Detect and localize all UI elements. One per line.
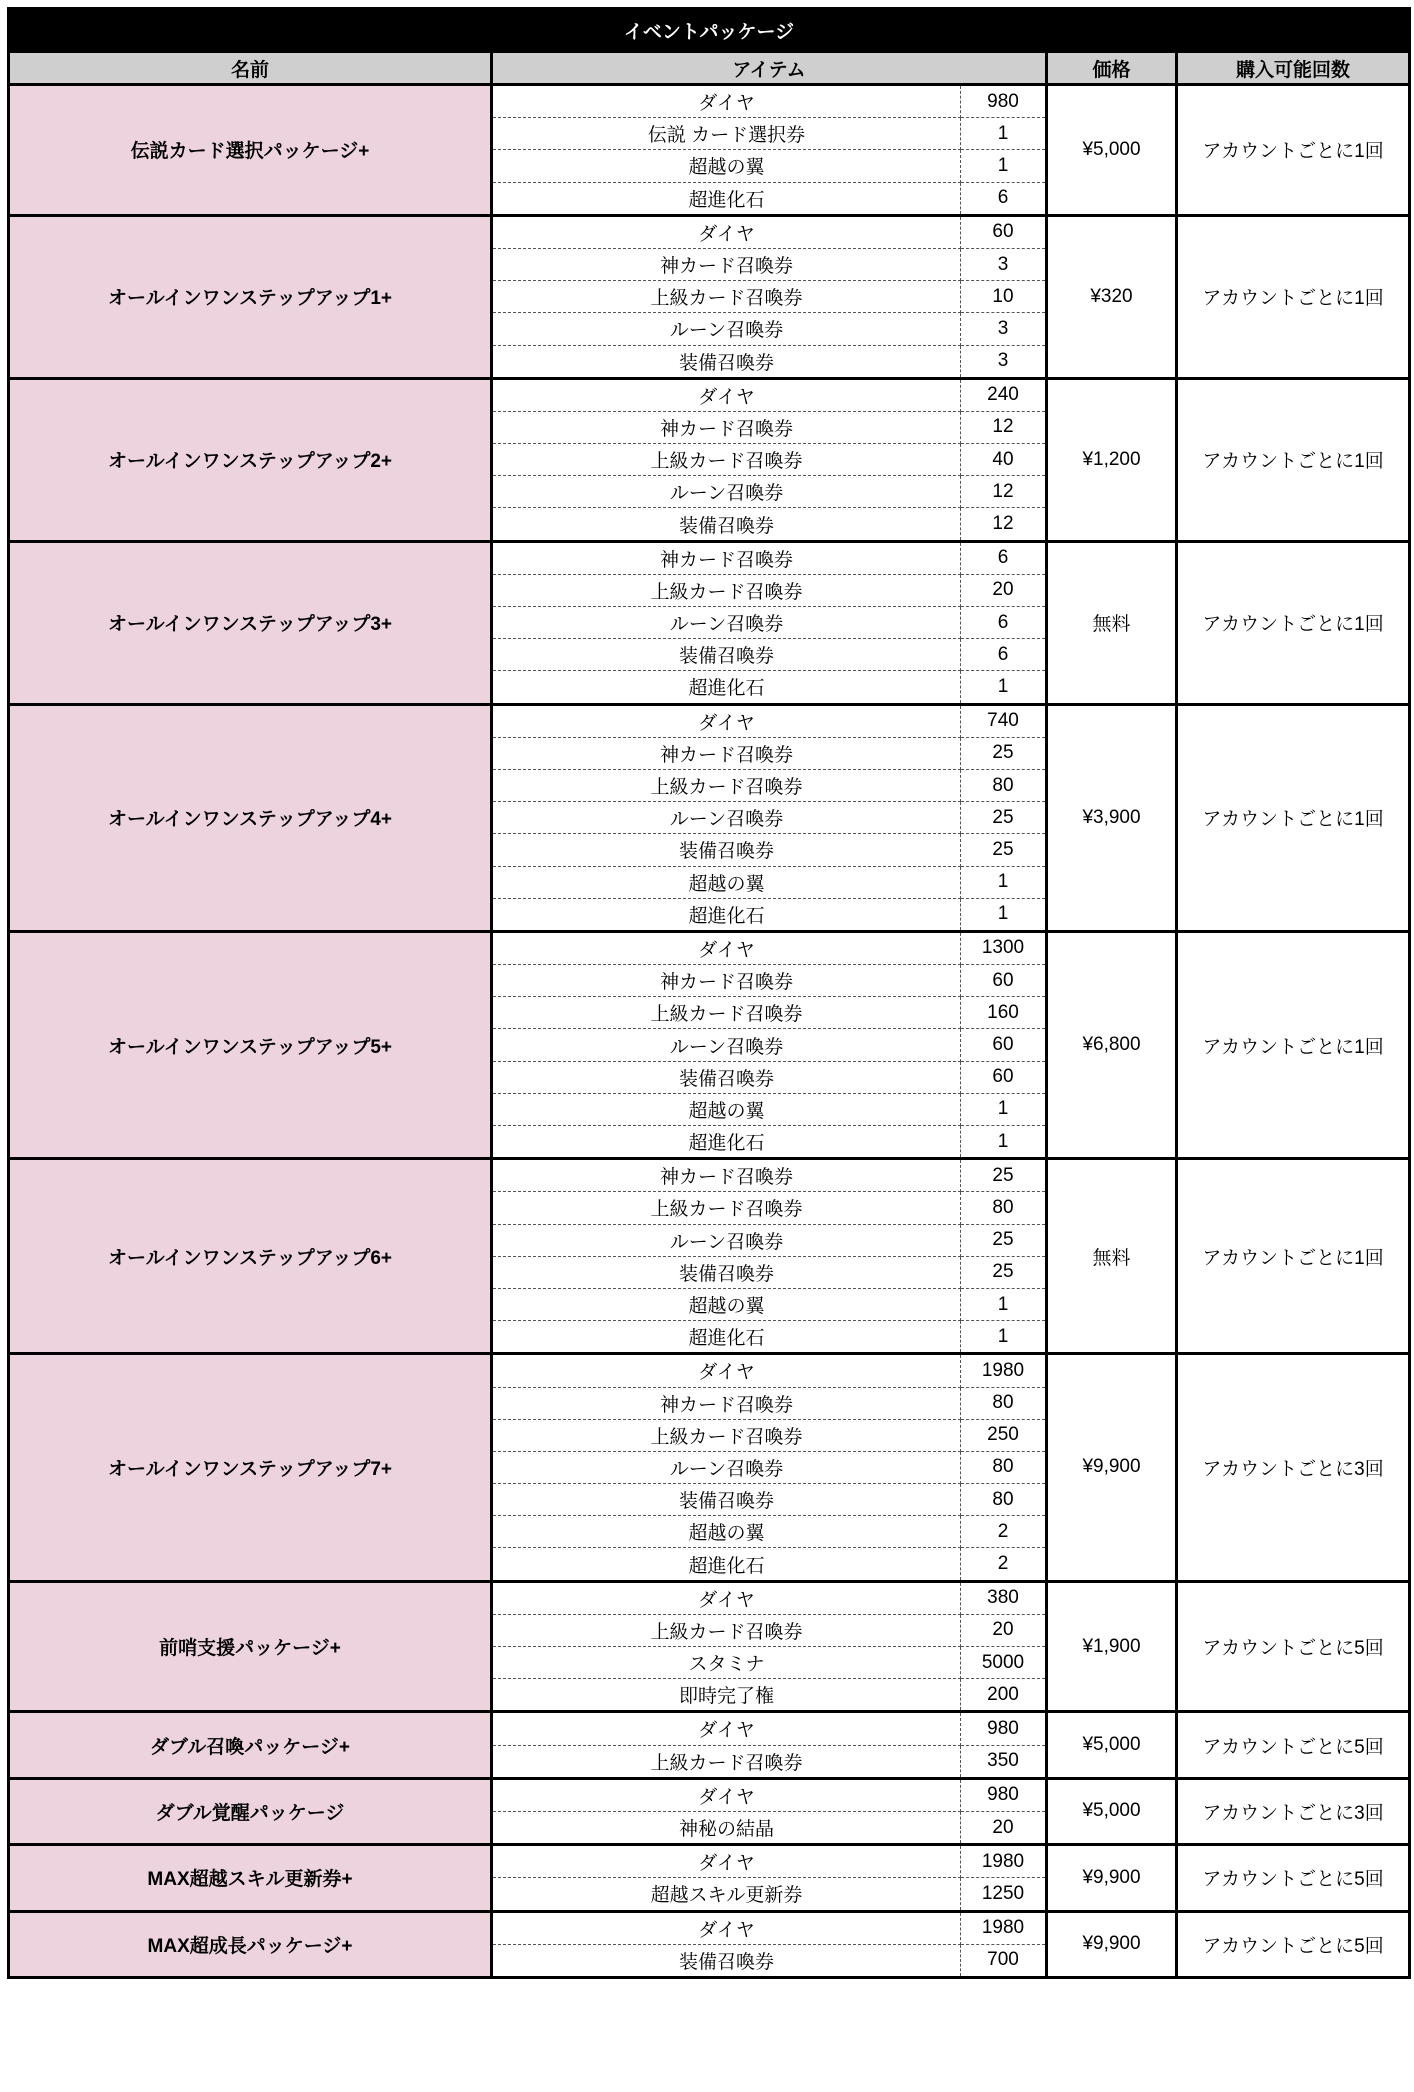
item-label: ダイヤ	[492, 1778, 961, 1811]
item-label: 超進化石	[492, 1321, 961, 1354]
item-label: 上級カード召喚券	[492, 281, 961, 313]
item-label: 神カード召喚券	[492, 965, 961, 997]
item-quantity: 980	[961, 85, 1047, 118]
item-quantity: 2	[961, 1516, 1047, 1548]
item-label: 装備召喚券	[492, 508, 961, 541]
package-price: 無料	[1047, 1159, 1177, 1354]
header-items: アイテム	[492, 52, 1047, 85]
package-price: ¥1,900	[1047, 1581, 1177, 1712]
item-quantity: 80	[961, 1451, 1047, 1483]
item-label: ルーン召喚券	[492, 1029, 961, 1061]
purchase-limit: アカウントごとに5回	[1177, 1845, 1410, 1911]
item-quantity: 200	[961, 1679, 1047, 1712]
purchase-limit: アカウントごとに3回	[1177, 1778, 1410, 1844]
item-label: ダイヤ	[492, 1845, 961, 1878]
item-label: 装備召喚券	[492, 639, 961, 671]
package-price: ¥1,200	[1047, 378, 1177, 541]
item-quantity: 60	[961, 1029, 1047, 1061]
item-quantity: 80	[961, 1484, 1047, 1516]
item-label: 神カード召喚券	[492, 1159, 961, 1192]
item-label: 神カード召喚券	[492, 541, 961, 574]
item-label: ルーン召喚券	[492, 1451, 961, 1483]
item-label: ダイヤ	[492, 1712, 961, 1745]
item-quantity: 20	[961, 1811, 1047, 1844]
item-quantity: 350	[961, 1745, 1047, 1778]
item-quantity: 12	[961, 476, 1047, 508]
package-name: オールインワンステップアップ2+	[9, 378, 492, 541]
table-row	[9, 1712, 1410, 1745]
header-name: 名前	[9, 52, 492, 85]
item-label: 神カード召喚券	[492, 411, 961, 443]
item-label: ルーン召喚券	[492, 1224, 961, 1256]
table-row	[9, 1845, 1410, 1878]
package-name: MAX超成長パッケージ+	[9, 1911, 492, 1977]
item-quantity: 25	[961, 802, 1047, 834]
item-quantity: 980	[961, 1778, 1047, 1811]
item-label: 上級カード召喚券	[492, 769, 961, 801]
item-quantity: 1980	[961, 1911, 1047, 1944]
item-label: ダイヤ	[492, 1911, 961, 1944]
item-quantity: 80	[961, 1192, 1047, 1224]
table-row	[9, 541, 1410, 574]
item-quantity: 160	[961, 997, 1047, 1029]
item-quantity: 5000	[961, 1647, 1047, 1679]
item-quantity: 1300	[961, 931, 1047, 964]
item-quantity: 25	[961, 1256, 1047, 1288]
package-price: ¥9,900	[1047, 1354, 1177, 1581]
item-quantity: 60	[961, 215, 1047, 248]
item-label: ダイヤ	[492, 85, 961, 118]
purchase-limit: アカウントごとに5回	[1177, 1911, 1410, 1977]
package-name: オールインワンステップアップ5+	[9, 931, 492, 1158]
item-label: ダイヤ	[492, 1354, 961, 1387]
item-quantity: 60	[961, 1061, 1047, 1093]
item-label: スタミナ	[492, 1647, 961, 1679]
item-quantity: 20	[961, 1614, 1047, 1646]
package-price: 無料	[1047, 541, 1177, 704]
item-label: 上級カード召喚券	[492, 1419, 961, 1451]
item-quantity: 1980	[961, 1845, 1047, 1878]
purchase-limit: アカウントごとに1回	[1177, 1159, 1410, 1354]
package-name: ダブル召喚パッケージ+	[9, 1712, 492, 1778]
item-quantity: 3	[961, 248, 1047, 280]
item-label: 即時完了権	[492, 1679, 961, 1712]
item-label: 上級カード召喚券	[492, 1192, 961, 1224]
package-name: オールインワンステップアップ7+	[9, 1354, 492, 1581]
table-row	[9, 1354, 1410, 1387]
purchase-limit: アカウントごとに1回	[1177, 215, 1410, 378]
item-quantity: 6	[961, 639, 1047, 671]
package-price: ¥5,000	[1047, 1778, 1177, 1844]
package-rows	[9, 85, 1410, 1978]
item-quantity: 700	[961, 1944, 1047, 1977]
purchase-limit: アカウントごとに1回	[1177, 85, 1410, 216]
item-label: 装備召喚券	[492, 1061, 961, 1093]
package-name: オールインワンステップアップ3+	[9, 541, 492, 704]
item-label: 超越の翼	[492, 1288, 961, 1320]
item-quantity: 25	[961, 1224, 1047, 1256]
item-quantity: 1250	[961, 1878, 1047, 1911]
item-label: 神カード召喚券	[492, 737, 961, 769]
item-label: 超進化石	[492, 1126, 961, 1159]
item-quantity: 3	[961, 313, 1047, 345]
item-label: 超進化石	[492, 1548, 961, 1581]
item-quantity: 1	[961, 1093, 1047, 1125]
item-label: 神カード召喚券	[492, 1387, 961, 1419]
package-name: 前哨支援パッケージ+	[9, 1581, 492, 1712]
header-limit: 購入可能回数	[1177, 52, 1410, 85]
item-quantity: 6	[961, 541, 1047, 574]
item-quantity: 80	[961, 1387, 1047, 1419]
item-label: 装備召喚券	[492, 1256, 961, 1288]
package-name: オールインワンステップアップ4+	[9, 704, 492, 931]
item-quantity: 1	[961, 1288, 1047, 1320]
item-label: 超越の翼	[492, 1516, 961, 1548]
item-quantity: 25	[961, 834, 1047, 866]
item-quantity: 10	[961, 281, 1047, 313]
item-quantity: 980	[961, 1712, 1047, 1745]
package-name: MAX超越スキル更新券+	[9, 1845, 492, 1911]
item-label: 装備召喚券	[492, 834, 961, 866]
package-price: ¥9,900	[1047, 1911, 1177, 1977]
package-price: ¥320	[1047, 215, 1177, 378]
item-quantity: 25	[961, 737, 1047, 769]
table-row	[9, 931, 1410, 964]
item-quantity: 2	[961, 1548, 1047, 1581]
item-quantity: 6	[961, 607, 1047, 639]
item-quantity: 1	[961, 671, 1047, 704]
item-quantity: 1	[961, 150, 1047, 182]
header-price: 価格	[1047, 52, 1177, 85]
item-label: ルーン召喚券	[492, 313, 961, 345]
item-label: 超越の翼	[492, 1093, 961, 1125]
title-row	[9, 9, 1410, 52]
package-name: オールインワンステップアップ6+	[9, 1159, 492, 1354]
item-label: ダイヤ	[492, 1581, 961, 1614]
item-quantity: 20	[961, 574, 1047, 606]
table-row	[9, 1159, 1410, 1192]
item-quantity: 1	[961, 118, 1047, 150]
item-quantity: 6	[961, 182, 1047, 215]
item-quantity: 80	[961, 769, 1047, 801]
item-label: 神カード召喚券	[492, 248, 961, 280]
package-name: ダブル覚醒パッケージ	[9, 1778, 492, 1844]
table-row	[9, 1581, 1410, 1614]
table-row	[9, 704, 1410, 737]
purchase-limit: アカウントごとに1回	[1177, 378, 1410, 541]
item-quantity: 60	[961, 965, 1047, 997]
item-quantity: 40	[961, 444, 1047, 476]
item-label: 超進化石	[492, 182, 961, 215]
purchase-limit: アカウントごとに3回	[1177, 1354, 1410, 1581]
item-label: ルーン召喚券	[492, 607, 961, 639]
purchase-limit: アカウントごとに5回	[1177, 1712, 1410, 1778]
table-title: イベントパッケージ	[9, 9, 1410, 52]
item-quantity: 12	[961, 411, 1047, 443]
purchase-limit: アカウントごとに1回	[1177, 931, 1410, 1158]
item-quantity: 1	[961, 1321, 1047, 1354]
item-label: 上級カード召喚券	[492, 574, 961, 606]
item-label: ダイヤ	[492, 704, 961, 737]
item-label: 超越スキル更新券	[492, 1878, 961, 1911]
item-quantity: 1	[961, 1126, 1047, 1159]
item-quantity: 25	[961, 1159, 1047, 1192]
table-row	[9, 85, 1410, 118]
item-label: 上級カード召喚券	[492, 1614, 961, 1646]
item-quantity: 1980	[961, 1354, 1047, 1387]
item-label: ダイヤ	[492, 215, 961, 248]
item-label: 装備召喚券	[492, 1484, 961, 1516]
item-quantity: 1	[961, 866, 1047, 898]
package-name: オールインワンステップアップ1+	[9, 215, 492, 378]
item-label: ルーン召喚券	[492, 476, 961, 508]
item-label: 装備召喚券	[492, 345, 961, 378]
item-quantity: 250	[961, 1419, 1047, 1451]
table-row	[9, 378, 1410, 411]
item-quantity: 12	[961, 508, 1047, 541]
table-row	[9, 1911, 1410, 1944]
purchase-limit: アカウントごとに5回	[1177, 1581, 1410, 1712]
item-quantity: 3	[961, 345, 1047, 378]
purchase-limit: アカウントごとに1回	[1177, 704, 1410, 931]
item-label: ルーン召喚券	[492, 802, 961, 834]
item-label: 上級カード召喚券	[492, 1745, 961, 1778]
item-quantity: 1	[961, 898, 1047, 931]
item-label: 神秘の結晶	[492, 1811, 961, 1844]
item-quantity: 380	[961, 1581, 1047, 1614]
item-label: 超進化石	[492, 898, 961, 931]
package-price: ¥3,900	[1047, 704, 1177, 931]
purchase-limit: アカウントごとに1回	[1177, 541, 1410, 704]
item-quantity: 240	[961, 378, 1047, 411]
package-price: ¥5,000	[1047, 85, 1177, 216]
header-row	[9, 52, 1410, 85]
item-label: ダイヤ	[492, 931, 961, 964]
package-price: ¥6,800	[1047, 931, 1177, 1158]
item-label: 超越の翼	[492, 150, 961, 182]
table-row	[9, 215, 1410, 248]
item-label: 上級カード召喚券	[492, 997, 961, 1029]
item-label: 超越の翼	[492, 866, 961, 898]
item-label: 超進化石	[492, 671, 961, 704]
item-quantity: 740	[961, 704, 1047, 737]
event-package-table	[7, 7, 1411, 1979]
item-label: ダイヤ	[492, 378, 961, 411]
package-price: ¥9,900	[1047, 1845, 1177, 1911]
package-name: 伝説カード選択パッケージ+	[9, 85, 492, 216]
item-label: 伝説 カード選択券	[492, 118, 961, 150]
item-label: 装備召喚券	[492, 1944, 961, 1977]
package-price: ¥5,000	[1047, 1712, 1177, 1778]
item-label: 上級カード召喚券	[492, 444, 961, 476]
table-row	[9, 1778, 1410, 1811]
